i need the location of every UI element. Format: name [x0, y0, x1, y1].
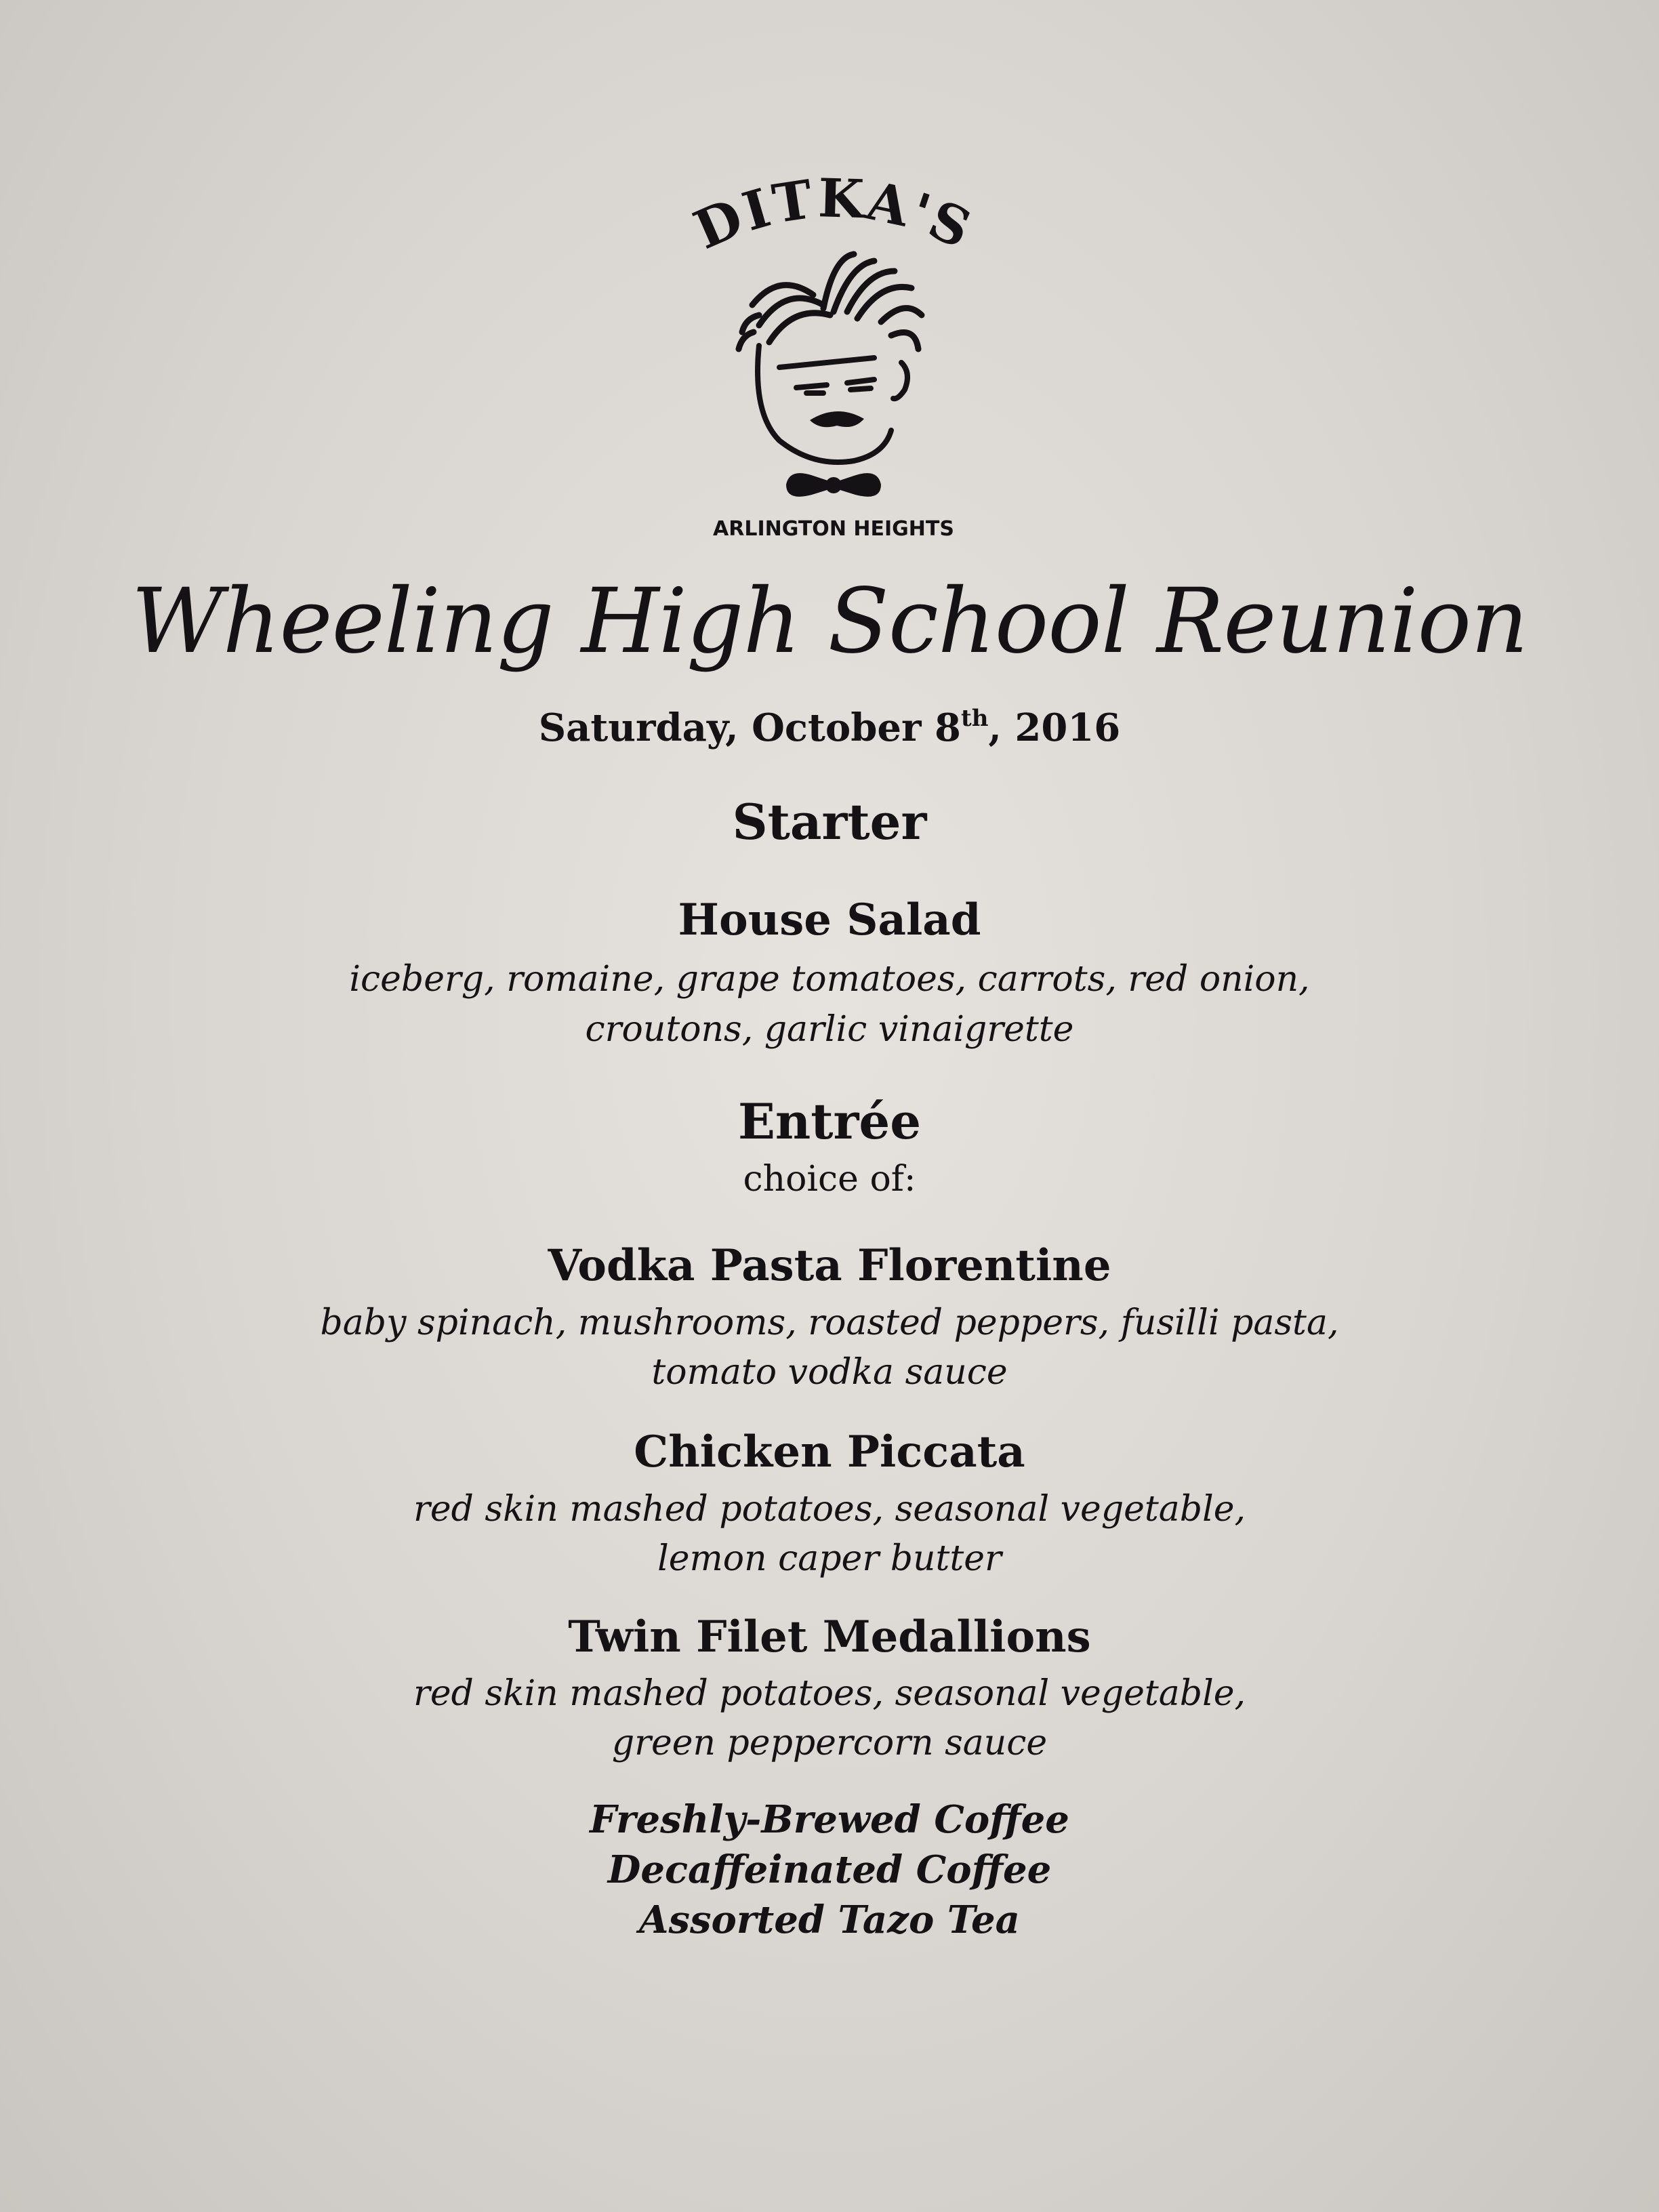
- entree-note: choice of:: [743, 1159, 916, 1200]
- event-date: [0, 705, 1659, 750]
- ditkas-logo: [678, 169, 989, 549]
- starter-dish-name: House Salad: [678, 895, 981, 945]
- logo-location: ARLINGTON HEIGHTS: [713, 517, 954, 541]
- event-title: Wheeling High School Reunion: [131, 569, 1528, 674]
- date-ordinal: th: [960, 705, 989, 732]
- entree-heading: Entrée: [737, 1092, 922, 1150]
- svg-text:DITKA'S: [685, 169, 982, 262]
- beverage-item: Decaffeinated Coffee: [607, 1847, 1052, 1892]
- ditka-caricature-icon: [678, 169, 989, 549]
- entree-dish-desc-line2: tomato vodka sauce: [651, 1352, 1008, 1393]
- starter-heading: Starter: [732, 793, 927, 851]
- entree-dish-desc-line1: baby spinach, mushrooms, roasted peppers, fusilli pasta,: [320, 1303, 1339, 1343]
- beverage-item: Assorted Tazo Tea: [639, 1898, 1020, 1942]
- entree-dish-name: Chicken Piccata: [634, 1427, 1025, 1477]
- logo-name: DITKA'S: [685, 169, 983, 262]
- starter-dish-desc-line1: iceberg, romaine, grape tomatoes, carrots, red onion,: [349, 959, 1310, 1000]
- entree-dish-name: Vodka Pasta Florentine: [548, 1240, 1111, 1291]
- beverage-item: Freshly-Brewed Coffee: [590, 1797, 1069, 1842]
- entree-dish-desc-line2: green peppercorn sauce: [611, 1723, 1048, 1763]
- date-main: Saturday, October 8: [538, 705, 961, 750]
- entree-dish-desc-line2: lemon caper butter: [657, 1538, 1002, 1579]
- entree-dish-desc-line1: red skin mashed potatoes, seasonal vegetable,: [413, 1489, 1246, 1530]
- entree-dish-desc-line1: red skin mashed potatoes, seasonal vegetable,: [413, 1673, 1246, 1714]
- date-year: , 2016: [988, 705, 1121, 750]
- entree-dish-name: Twin Filet Medallions: [568, 1612, 1091, 1662]
- starter-dish-desc-line2: croutons, garlic vinaigrette: [585, 1009, 1074, 1050]
